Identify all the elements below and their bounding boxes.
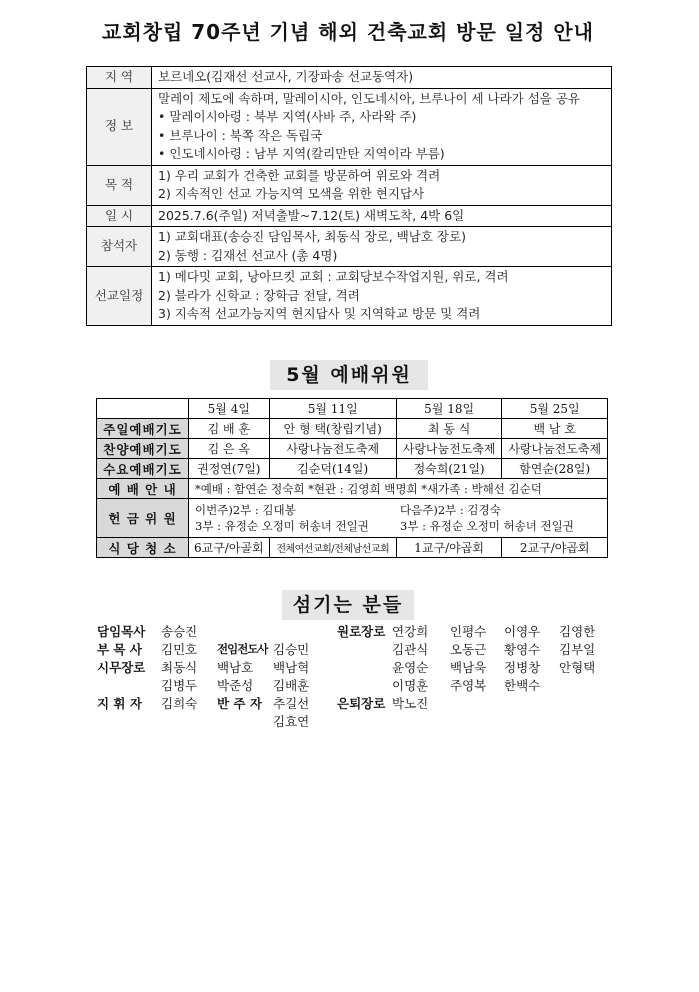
senior-pastor-role: 담임목사 bbox=[97, 624, 146, 639]
emeritus-elder-name: 이영우 bbox=[504, 624, 541, 639]
date-header: 5월 11일 bbox=[269, 399, 396, 419]
mission-row bbox=[87, 267, 612, 326]
retired-elder-name: 박노진 bbox=[392, 696, 429, 711]
sunday-prayer-cell: 김 배 훈 bbox=[189, 419, 270, 439]
conductor-name: 김희숙 bbox=[161, 696, 198, 711]
emeritus-elder-name: 김관식 bbox=[392, 642, 429, 657]
elder-name: 김병두 bbox=[161, 678, 198, 693]
elder-name: 김배훈 bbox=[273, 678, 310, 693]
senior-pastor-name: 송승진 bbox=[161, 624, 198, 639]
accompanist-name: 추길선 bbox=[273, 696, 310, 711]
emeritus-elder-name: 정병창 bbox=[504, 660, 541, 675]
praise-prayer-cell: 김 은 옥 bbox=[189, 439, 270, 459]
elders-role: 시무장로 bbox=[97, 660, 146, 675]
emeritus-elder-name: 안형택 bbox=[559, 660, 596, 675]
schedule-value: 2025.7.6(주일) 저녁출발~7.12(토) 새벽도착, 4박 6일 bbox=[152, 205, 612, 227]
elder-name: 백남혁 bbox=[273, 660, 310, 675]
emeritus-elder-name: 김부일 bbox=[559, 642, 596, 657]
purpose-label: 목 적 bbox=[87, 165, 152, 205]
cleaning-row bbox=[97, 538, 608, 558]
date-header: 5월 4일 bbox=[189, 399, 270, 419]
wednesday-prayer-row bbox=[97, 459, 608, 479]
guide-row bbox=[97, 479, 608, 499]
attendees-label: 참석자 bbox=[87, 227, 152, 267]
emeritus-elders-role: 원로장로 bbox=[337, 624, 386, 639]
elder-name: 최동식 bbox=[161, 660, 198, 675]
praise-prayer-label: 찬양예배기도 bbox=[97, 439, 189, 459]
schedule-row bbox=[87, 205, 612, 227]
associate-pastor-name: 김민호 bbox=[161, 642, 198, 657]
emeritus-elder-name: 김영한 bbox=[559, 624, 596, 639]
sunday-prayer-cell: 최 동 식 bbox=[396, 419, 502, 439]
guide-label: 예 배 안 내 bbox=[97, 479, 189, 499]
worship-section-title: 5월 예배위원 bbox=[270, 360, 428, 390]
evangelist-name: 김승민 bbox=[273, 642, 310, 657]
evangelist-role: 전임전도사 bbox=[217, 642, 268, 656]
emeritus-elder-name: 인평수 bbox=[450, 624, 487, 639]
emeritus-elder-name: 연강희 bbox=[392, 624, 429, 639]
cleaning-label: 식 당 청 소 bbox=[97, 538, 189, 558]
page-title: 교회창립 70주년 기념 해외 건축교회 방문 일정 안내 bbox=[102, 20, 594, 44]
servers-section-title: 섬기는 분들 bbox=[282, 590, 414, 620]
mission-value: 1) 메다밋 교회, 낭아므킷 교회 : 교회당보수작업지원, 위로, 격려 2) 블라가 신학교 : 장학금 전달, 격려 3) 지속적 선교가능지역 현지답사 및 지역학교 방문 및 격려 bbox=[152, 267, 612, 326]
date-header: 5월 25일 bbox=[502, 399, 608, 419]
wednesday-prayer-cell: 정숙희(21일) bbox=[396, 459, 502, 479]
conductor-role: 지 휘 자 bbox=[97, 696, 142, 711]
retired-elders-role: 은퇴장로 bbox=[337, 696, 386, 711]
offering-label: 헌 금 위 원 bbox=[97, 499, 189, 538]
emeritus-elder-name: 백남욱 bbox=[450, 660, 487, 675]
emeritus-elder-name: 황영수 bbox=[504, 642, 541, 657]
emeritus-elder-name: 주영복 bbox=[450, 678, 487, 693]
offering-value: 이번주)2부 : 김대봉 다음주)2부 : 김경숙 3부 : 유정순 오정미 허송녀 전일권 3부 : 유정순 오정미 허송녀 전일권 bbox=[189, 499, 608, 538]
wednesday-prayer-cell: 김순덕(14일) bbox=[269, 459, 396, 479]
worship-committee-table bbox=[96, 398, 608, 558]
info-row bbox=[87, 88, 612, 165]
schedule-label: 일 시 bbox=[87, 205, 152, 227]
info-label: 정 보 bbox=[87, 88, 152, 165]
wednesday-prayer-label: 수요예배기도 bbox=[97, 459, 189, 479]
elder-name: 백남호 bbox=[217, 660, 254, 675]
associate-pastor-role: 부 목 사 bbox=[97, 642, 142, 657]
region-value: 보르네오(김재선 선교사, 기장파송 선교동역자) bbox=[152, 67, 612, 89]
region-label: 지 역 bbox=[87, 67, 152, 89]
accompanist-role: 반 주 자 bbox=[217, 696, 262, 711]
sunday-prayer-label: 주일예배기도 bbox=[97, 419, 189, 439]
elder-name: 박준성 bbox=[217, 678, 254, 693]
sunday-prayer-cell: 백 남 호 bbox=[502, 419, 608, 439]
emeritus-elder-name: 윤영순 bbox=[392, 660, 429, 675]
offering-row bbox=[97, 499, 608, 538]
cleaning-cell: 6교구/아골회 bbox=[189, 538, 270, 558]
attendees-value: 1) 교회대표(송승진 담임목사, 최동식 장로, 백남호 장로) 2) 동행 : 김재선 선교사 (총 4명) bbox=[152, 227, 612, 267]
attendees-row bbox=[87, 227, 612, 267]
accompanist-name: 김효연 bbox=[273, 714, 310, 729]
emeritus-elder-name: 오동근 bbox=[450, 642, 487, 657]
praise-prayer-cell: 사랑나눔전도축제 bbox=[502, 439, 608, 459]
emeritus-elder-name: 한백수 bbox=[504, 678, 541, 693]
mission-label: 선교일정 bbox=[87, 267, 152, 326]
praise-prayer-cell: 사랑나눔전도축제 bbox=[269, 439, 396, 459]
purpose-row bbox=[87, 165, 612, 205]
cleaning-cell: 2교구/야곱회 bbox=[502, 538, 608, 558]
date-header: 5월 18일 bbox=[396, 399, 502, 419]
region-row bbox=[87, 67, 612, 89]
sunday-prayer-cell: 안 형 택(창립기념) bbox=[269, 419, 396, 439]
praise-prayer-cell: 사랑나눔전도축제 bbox=[396, 439, 502, 459]
trip-info-table bbox=[86, 66, 612, 326]
sunday-prayer-row bbox=[97, 419, 608, 439]
praise-prayer-row bbox=[97, 439, 608, 459]
wednesday-prayer-cell: 함연순(28일) bbox=[502, 459, 608, 479]
purpose-value: 1) 우리 교회가 건축한 교회를 방문하여 위로와 격려 2) 지속적인 선교 가능지역 모색을 위한 현지답사 bbox=[152, 165, 612, 205]
guide-text: *예배 : 함연순 정숙희 *현관 : 김영희 백명희 *새가족 : 박해선 김순덕 bbox=[189, 479, 608, 499]
wednesday-prayer-cell: 권정연(7일) bbox=[189, 459, 270, 479]
emeritus-elder-name: 이명훈 bbox=[392, 678, 429, 693]
servers-list bbox=[97, 623, 617, 743]
date-header-row bbox=[97, 399, 608, 419]
header-corner bbox=[97, 399, 189, 419]
cleaning-cell: 1교구/야곱회 bbox=[396, 538, 502, 558]
info-value: 말레이 제도에 속하며, 말레이시아, 인도네시아, 브루나이 세 나라가 섬을 공유 • 말레이시아령 : 북부 지역(사바 주, 사라왁 주) • 브루나이 : 북쪽 작은 독립국 • 인도네시아령 : 남부 지역(칼리만탄 지역이라 부름) bbox=[152, 88, 612, 165]
cleaning-cell: 전체여선교회/전체남선교회 bbox=[269, 538, 396, 558]
